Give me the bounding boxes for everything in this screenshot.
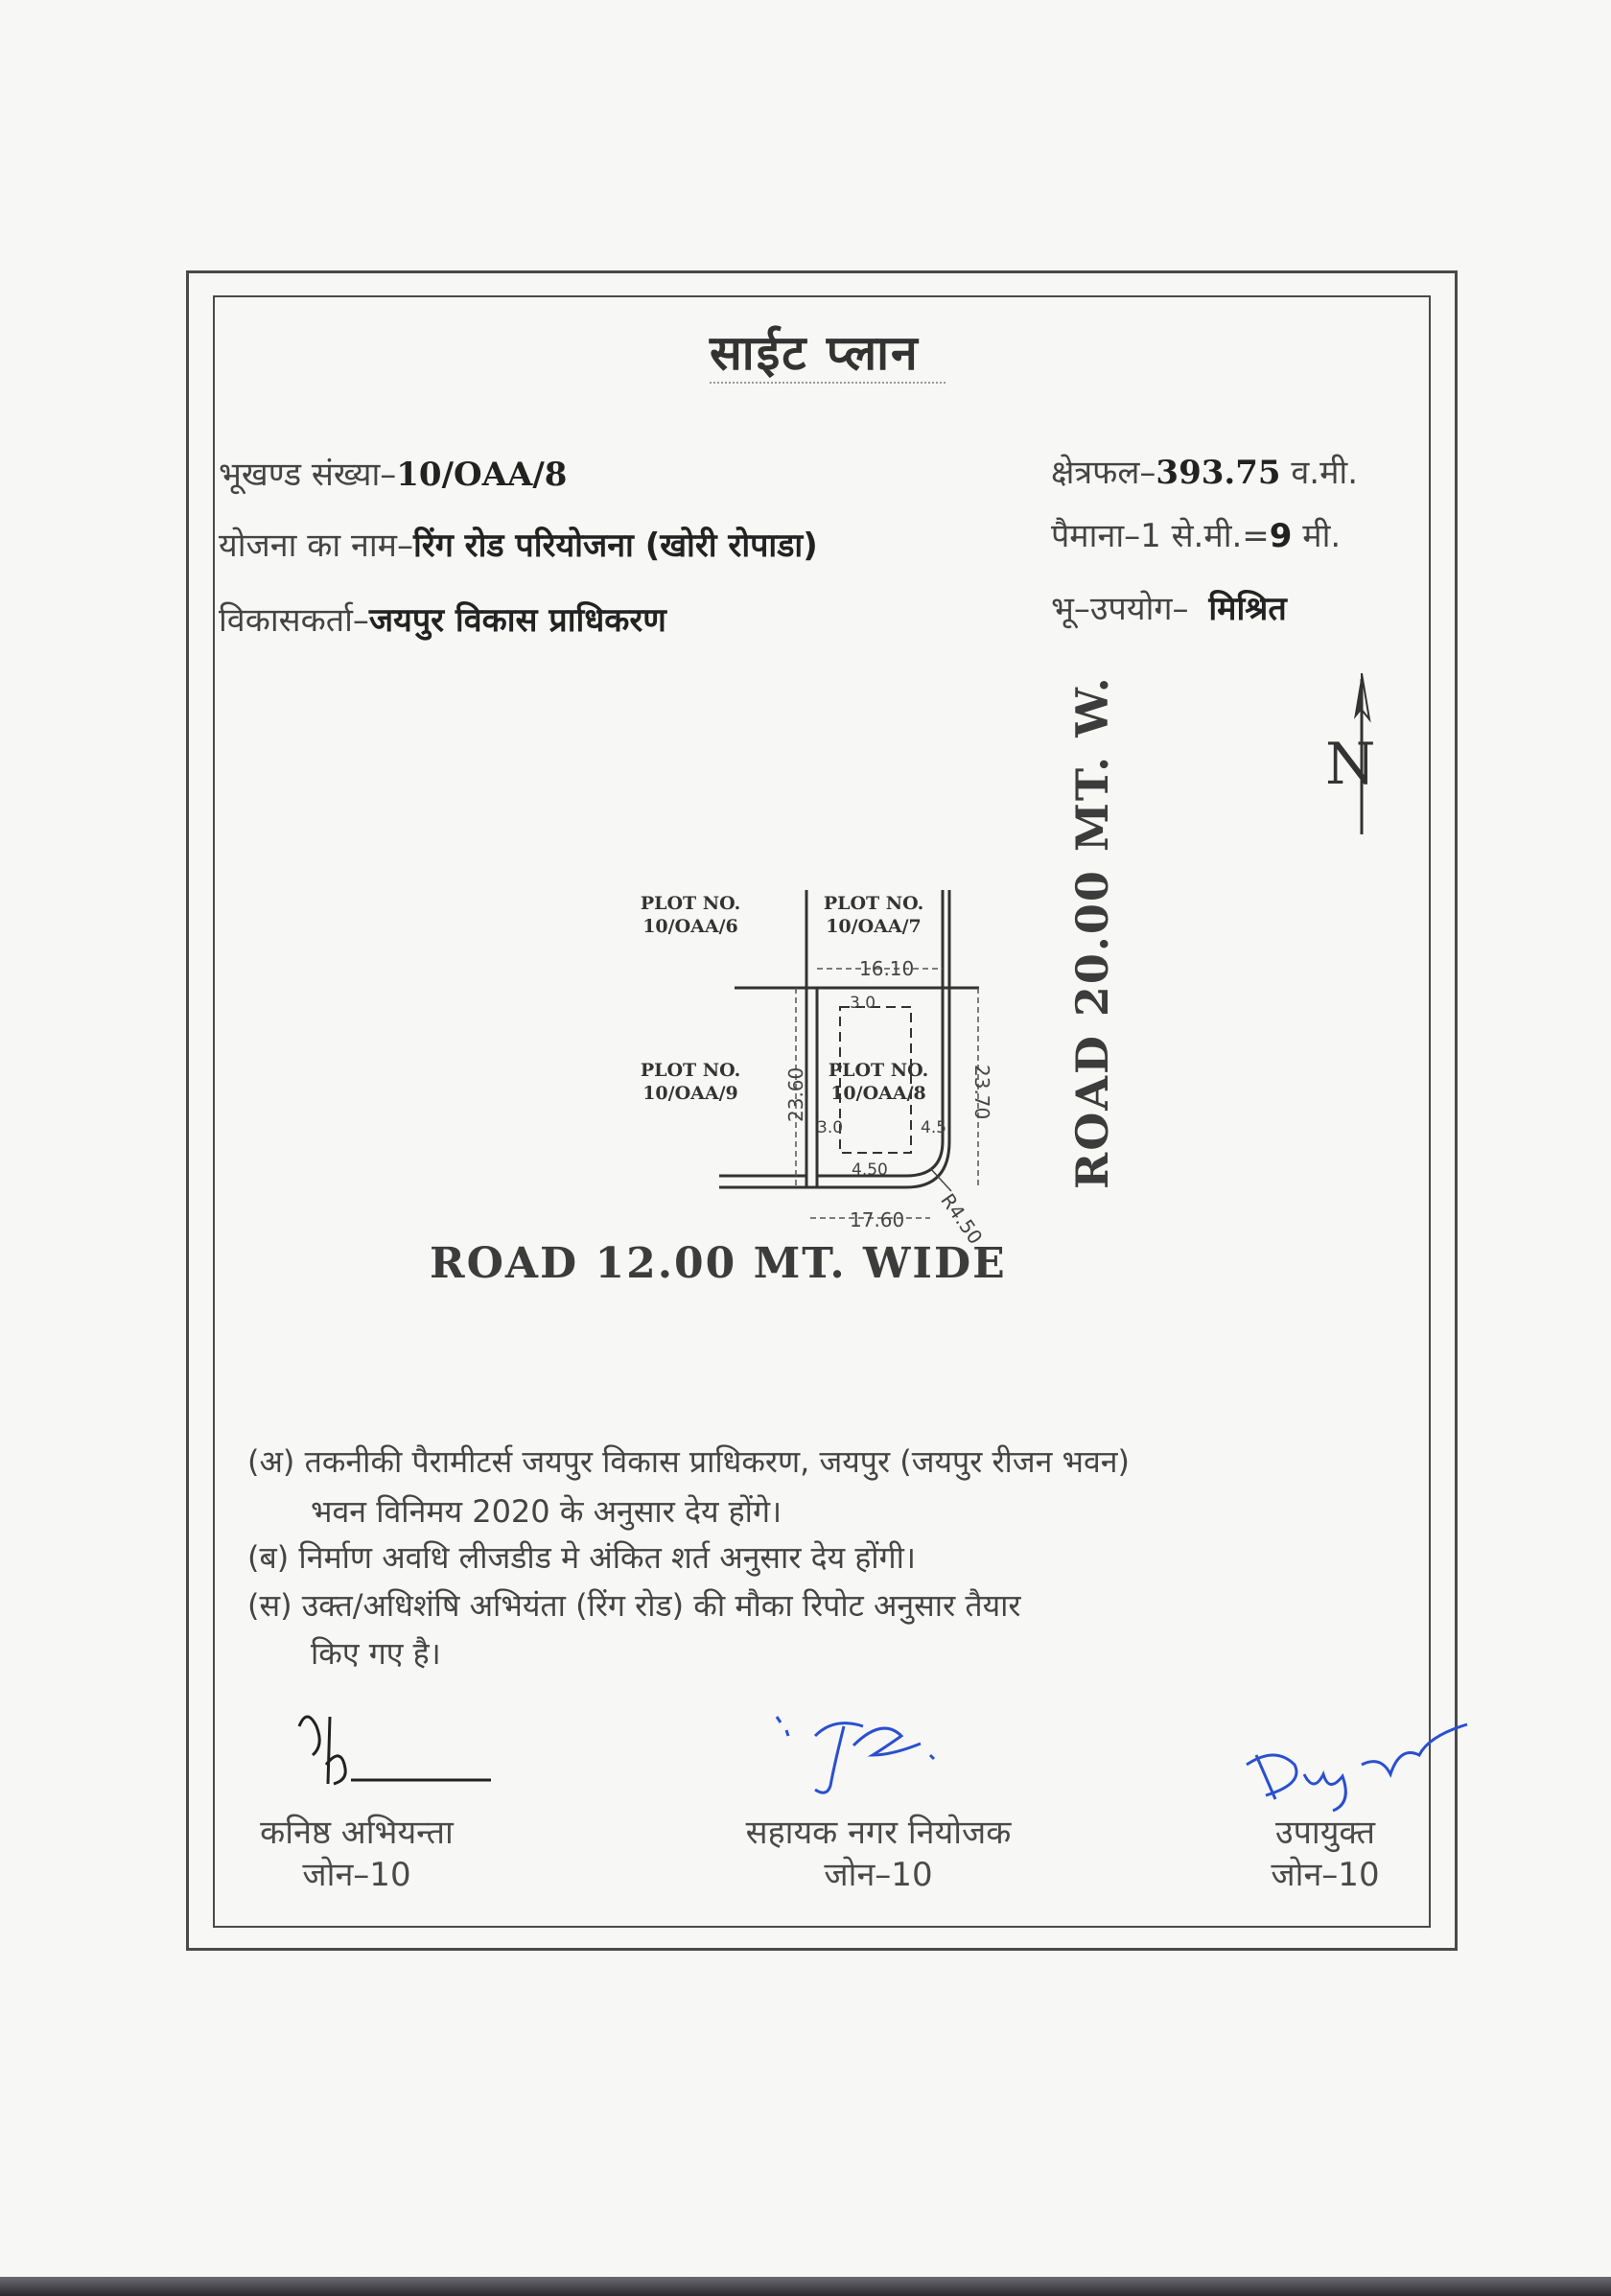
landuse-line <box>1051 585 1287 629</box>
note-c-line1: (स) उक्त/अधिशंषि अभियंता (रिंग रोड) की मौका रिपोट अनुसार तैयार <box>247 1587 1021 1624</box>
dim-setback-left: 3.0 <box>817 1118 844 1137</box>
plot-6-label <box>633 892 748 938</box>
scheme-label: योजना का नाम– <box>219 527 413 565</box>
dim-radius: R4.50 <box>936 1189 988 1249</box>
note-a-line1: (अ) तकनीकी पैरामीटर्स जयपुर विकास प्राधिकरण, जयपुर (जयपुर रीजन भवन) <box>247 1443 1131 1480</box>
area-line <box>1051 449 1358 493</box>
dim-top: 16.10 <box>859 957 915 980</box>
note-b: (ब) निर्माण अवधि लीजडीड मे अंकित शर्त अनुसार देय होंगी। <box>247 1539 917 1576</box>
plot-number-value: 10/OAA/8 <box>396 456 568 494</box>
signatory-3-zone: जोन–10 <box>1271 1856 1380 1894</box>
dim-right: 23.70 <box>970 1065 993 1120</box>
landuse-value: मिश्रित <box>1208 590 1287 628</box>
north-letter: N <box>1325 731 1376 798</box>
signatory-1-zone: जोन–10 <box>302 1856 411 1894</box>
signatory-1-title: कनिष्ठ अभियन्ता <box>260 1814 454 1852</box>
road-right-label: ROAD 20.00 MT. W. <box>1066 675 1118 1189</box>
page-title: साईट प्लान <box>710 325 920 381</box>
dim-bottom: 17.60 <box>850 1208 905 1231</box>
plot-number-label: भूखण्ड संख्या– <box>219 456 397 494</box>
area-label: क्षेत्रफल– <box>1051 454 1156 492</box>
signatory-2-zone: जोन–10 <box>824 1856 933 1894</box>
landuse-label: भू–उपयोग– <box>1051 590 1189 628</box>
plot-8-label <box>821 1059 936 1105</box>
scan-edge <box>0 2277 1611 2296</box>
note-c-line2: किए गए है। <box>311 1635 441 1672</box>
signature-assistant-town-planner <box>738 1698 988 1813</box>
area-value: 393.75 <box>1156 454 1281 492</box>
title-underline <box>710 382 946 384</box>
scale-line <box>1051 512 1341 556</box>
plot-number-line <box>219 451 567 495</box>
signature-deputy-commissioner <box>1237 1717 1477 1813</box>
signatory-3-title: उपायुक्त <box>1274 1814 1376 1852</box>
note-a-line2: भवन विनिमय 2020 के अनुसार देय होंगे। <box>311 1493 782 1530</box>
road-bottom-label: ROAD 12.00 MT. WIDE <box>430 1239 1007 1288</box>
scheme-value: रिंग रोड परियोजना (खोरी रोपाडा) <box>412 527 818 565</box>
dim-setback-right: 4.5 <box>921 1118 947 1137</box>
dim-left: 23.60 <box>784 1066 807 1122</box>
developer-label: विकासकर्ता– <box>219 601 369 640</box>
plot-9-text: PLOT NO. 10/OAA/9 <box>640 1060 741 1104</box>
developer-value: जयपुर विकास प्राधिकरण <box>368 601 666 640</box>
scale-unit: मी. <box>1302 517 1342 555</box>
scale-value: 9 <box>1269 517 1293 555</box>
area-unit: व.मी. <box>1291 454 1359 492</box>
plot-7-text: PLOT NO. 10/OAA/7 <box>823 893 924 937</box>
dim-setback-top: 3.0 <box>850 994 876 1013</box>
dim-setback-bottom: 4.50 <box>852 1160 888 1180</box>
plot-6-text: PLOT NO. 10/OAA/6 <box>640 893 741 937</box>
plot-9-label <box>633 1059 748 1105</box>
scale-label: पैमाना–1 से.मी.= <box>1051 517 1270 555</box>
plot-8-text: PLOT NO. 10/OAA/8 <box>828 1060 929 1104</box>
signature-junior-engineer <box>278 1688 499 1803</box>
developer-line <box>219 597 666 641</box>
signatory-2-title: सहायक नगर नियोजक <box>745 1814 1012 1852</box>
plot-7-label <box>811 892 936 938</box>
scheme-line <box>219 522 818 566</box>
